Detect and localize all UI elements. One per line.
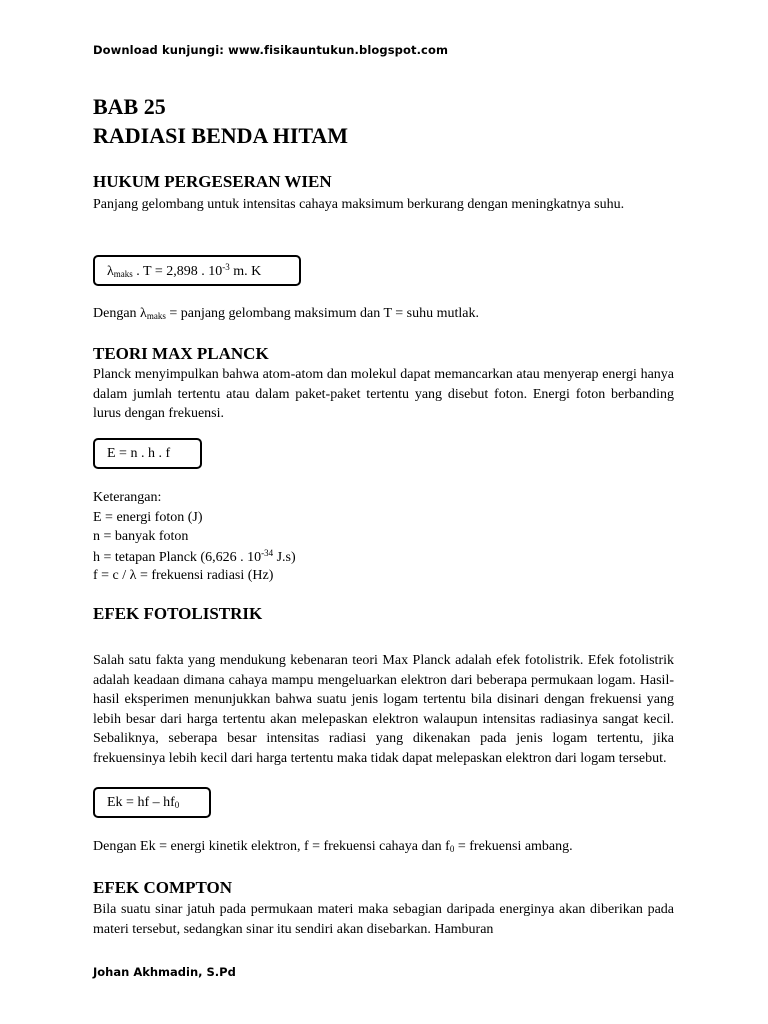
- wien-formula-box: [93, 255, 301, 286]
- photoelectric-formula-box: [93, 787, 211, 818]
- planck-paragraph: Planck menyimpulkan bahwa atom-atom dan molekul dapat memancarkan atau menyerap energi hanya dalam jumlah tertentu atau dalam paket-paket tertentu yang disebut foton. Energi foton berbanding lurus dengan frekuensi.: [93, 367, 674, 421]
- wien-formula: $\lambda_{maks}$ . T = 2,898 . $10^{-3}$ m. K: [107, 261, 262, 279]
- legend-photon-count: n = banyak foton: [93, 529, 189, 544]
- download-note: Download kunjungi: www.fisikauntukun.blogspot.com: [93, 43, 449, 57]
- author-footer: Johan Akhmadin, S.Pd: [93, 965, 236, 979]
- chapter-title: RADIASI BENDA HITAM: [93, 123, 349, 148]
- section-heading-compton: EFEK COMPTON: [93, 878, 232, 897]
- section-heading-wien: HUKUM PERGESERAN WIEN: [93, 172, 332, 191]
- photoelectric-note: Dengan Ek = energi kinetik elektron, f = frekuensi cahaya dan $f_0$ = frekuensi ambang.: [93, 839, 573, 854]
- legend-energy: E = energi foton (J): [93, 510, 203, 525]
- section-heading-photoelectric: EFEK FOTOLISTRIK: [93, 604, 263, 623]
- wien-note: Dengan $\lambda_{maks}$ = panjang gelombang maksimum dan T = suhu mutlak.: [93, 306, 479, 321]
- legend-frequency: f = c / λ = frekuensi radiasi (Hz): [93, 568, 274, 583]
- photoelectric-formula: Ek = hf – $hf_0$: [107, 794, 180, 810]
- compton-paragraph: Bila suatu sinar jatuh pada permukaan materi maka sebagian daripada energinya akan diberikan pada materi tersebut, sedangkan sinar itu sendiri akan disebarkan. Hamburan: [93, 902, 674, 937]
- planck-formula-box: [93, 438, 202, 469]
- section-heading-planck: TEORI MAX PLANCK: [93, 344, 269, 363]
- chapter-heading: [93, 92, 348, 150]
- legend-planck-constant: h = tetapan Planck (6,626 . $10^{-34}$ J.s): [93, 548, 296, 565]
- photoelectric-paragraph: Salah satu fakta yang mendukung kebenaran teori Max Planck adalah efek fotolistrik. Efek fotolistrik adalah keadaan dimana cahaya mampu mengeluarkan elektron dari beberapa permukaan logam. Hasil-hasil eksperimen menunjukkan bahwa suatu jenis logam tertentu bila disinari dengan frekuensi yang lebih besar dari harga tertentu akan melepaskan elektron walaupun intensitas radiasinya sangat kecil. Sebaliknya, seberapa besar intensitas radiasi yang dikenakan pada jenis logam tertentu, jika frekuensinya lebih kecil dari harga tertentu maka tidak dapat melepaskan elektron dari logam tersebut.: [93, 653, 674, 766]
- wien-paragraph: Panjang gelombang untuk intensitas cahaya maksimum berkurang dengan meningkatnya suhu.: [93, 197, 625, 212]
- legend-title: Keterangan:: [93, 490, 162, 505]
- chapter-number: BAB 25: [93, 94, 166, 119]
- planck-formula: E = n . h . f: [107, 445, 171, 461]
